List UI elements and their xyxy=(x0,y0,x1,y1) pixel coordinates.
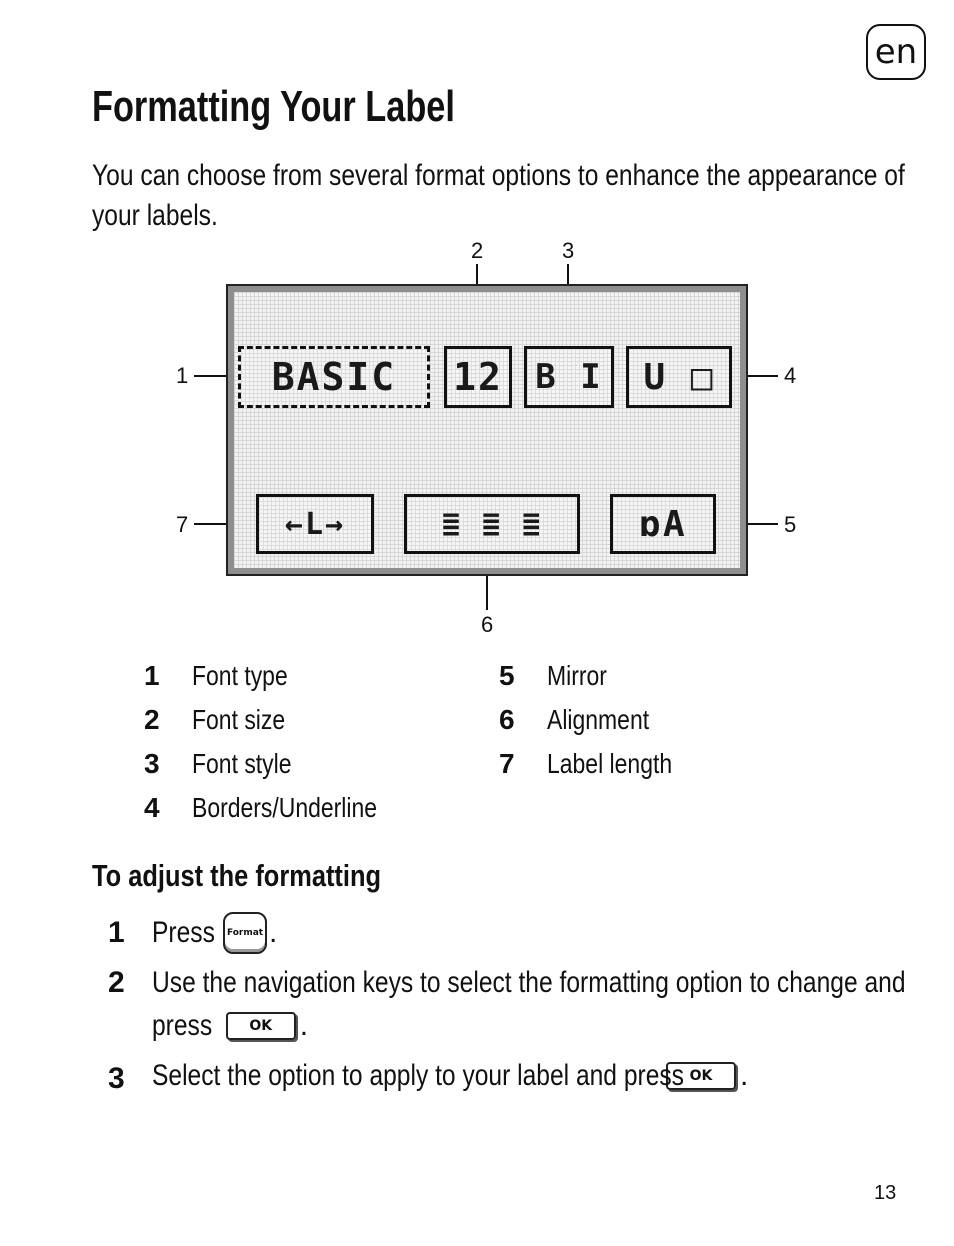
mirror-value: ɒA xyxy=(639,503,687,545)
font-type-box xyxy=(238,346,430,408)
lcd-screen xyxy=(226,284,748,576)
format-key-icon: Format xyxy=(223,912,267,954)
label-length-box xyxy=(256,494,374,554)
page-number: 13 xyxy=(874,1182,897,1204)
mirror-box xyxy=(610,494,716,554)
alignment-value: ≣ ≣ ≣ xyxy=(441,506,543,542)
language-badge-label: en xyxy=(874,32,918,72)
callout-6: 6 xyxy=(481,612,494,637)
callout-3: 3 xyxy=(562,238,575,263)
alignment-box xyxy=(404,494,580,554)
callout-2: 2 xyxy=(471,238,484,263)
callout-1: 1 xyxy=(176,363,189,388)
step-3: 3 Select the option to apply to your label and press OK . xyxy=(108,1059,749,1095)
step-1: 1 Press Format . xyxy=(108,912,908,958)
ok-key-icon: OK xyxy=(226,1012,296,1040)
callout-4: 4 xyxy=(784,363,797,388)
page-title: Formatting Your Label xyxy=(92,82,455,131)
intro-line-2: your labels. xyxy=(92,199,218,232)
callout-7: 7 xyxy=(176,512,189,537)
label-length-value: ←L→ xyxy=(284,506,346,542)
font-style-box xyxy=(524,346,614,408)
lcd-display-figure xyxy=(172,232,812,642)
figure-legend: 1 Font type 2 Font size 3 Font style 4 Borders/Underline 5 Mirror 6 Alignment 7 Label length xyxy=(144,660,673,823)
font-size-box xyxy=(444,346,512,408)
intro-line-1: You can choose from several format options to enhance the appearance of xyxy=(92,159,905,192)
font-style-value: B I xyxy=(535,357,603,397)
step-2: 2 Use the navigation keys to select the formatting option to change and press OK . xyxy=(108,966,906,1043)
ok-key-icon: OK xyxy=(666,1062,736,1090)
section-heading: To adjust the formatting xyxy=(92,858,382,893)
font-type-value: BASIC xyxy=(271,355,397,399)
borders-value: U □ xyxy=(643,356,715,398)
callout-5: 5 xyxy=(784,512,797,537)
font-size-value: 12 xyxy=(453,355,503,399)
language-badge xyxy=(866,24,926,80)
borders-box xyxy=(626,346,732,408)
intro-paragraph xyxy=(92,156,954,236)
